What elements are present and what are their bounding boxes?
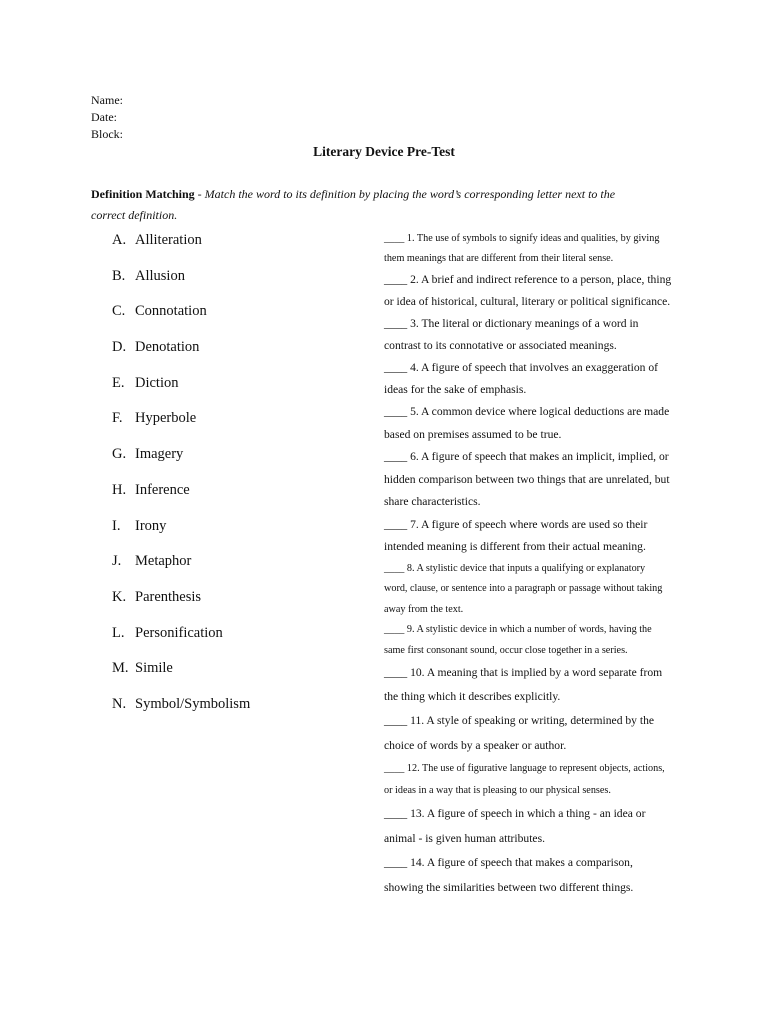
- definition-line: them meanings that are different from their literal sense.: [384, 253, 614, 264]
- page-title: Literary Device Pre-Test: [313, 144, 455, 159]
- term-word: Irony: [135, 517, 167, 534]
- definition-line: ____ 8. A stylistic device that inputs a qualifying or explanatory: [384, 562, 646, 574]
- definitions-list: [384, 229, 704, 900]
- definition-item: [384, 357, 704, 401]
- term-item: [112, 693, 250, 729]
- instructions: [91, 184, 671, 226]
- definition-line: ____ 5. A common device where logical deductions are made: [384, 405, 670, 418]
- definition-line: ____ 9. A stylistic device in which a number of words, having the: [384, 624, 652, 635]
- definition-line: or idea of historical, cultural, literary or political significance.: [384, 295, 671, 308]
- term-item: [112, 372, 250, 408]
- definition-item: [384, 620, 704, 661]
- term-item: [112, 300, 250, 336]
- term-word: Personification: [135, 624, 223, 641]
- term-word: Denotation: [135, 339, 200, 356]
- term-letter: L.: [112, 624, 125, 641]
- definition-line: the thing which it describes explicitly.: [384, 690, 561, 703]
- term-word: Parenthesis: [135, 588, 202, 605]
- instructions-text-continued: correct definition.: [91, 208, 178, 222]
- term-item: [112, 515, 250, 551]
- definition-line: ideas for the sake of emphasis.: [384, 383, 527, 396]
- term-word: Imagery: [135, 446, 184, 463]
- term-item: [112, 622, 250, 658]
- name-label: Name:: [91, 93, 123, 107]
- definition-line: same first consonant sound, occur close together in a series.: [384, 644, 628, 656]
- instructions-text: Match the word to its definition by placing the word’s corresponding letter next to the: [204, 187, 616, 201]
- definition-item: [384, 758, 704, 802]
- definition-item: [384, 446, 704, 514]
- term-letter: B.: [112, 267, 126, 284]
- definition-item: [384, 851, 704, 900]
- term-word: Connotation: [135, 303, 207, 320]
- definition-line: ____ 4. A figure of speech that involves an exaggeration of: [384, 361, 658, 374]
- definition-line: animal - is given human attributes.: [384, 831, 545, 845]
- term-letter: C.: [112, 303, 126, 320]
- definition-line: ____ 7. A figure of speech where words are used so their: [384, 517, 648, 531]
- definition-line: hidden comparison between two things that are unrelated, but: [384, 472, 670, 486]
- term-letter: G.: [112, 446, 127, 463]
- definition-item: [384, 229, 704, 269]
- definition-line: ____ 11. A style of speaking or writing, determined by the: [384, 714, 655, 727]
- term-word: Simile: [135, 660, 173, 677]
- definition-line: away from the text.: [384, 603, 464, 615]
- definition-line: contrast to its connotative or associated meanings.: [384, 339, 617, 352]
- terms-list: [112, 229, 250, 729]
- term-letter: J.: [112, 553, 122, 570]
- term-word: Alliteration: [135, 232, 202, 248]
- definition-line: intended meaning is different from their actual meaning.: [384, 540, 646, 553]
- definition-item: [384, 269, 704, 313]
- definition-line: ____ 12. The use of figurative language to represent objects, actions,: [384, 763, 665, 774]
- instructions-separator: -: [194, 187, 205, 201]
- definition-item: [384, 401, 704, 446]
- term-word: Metaphor: [135, 553, 192, 570]
- definition-line: ____ 10. A meaning that is implied by a word separate from: [384, 666, 663, 679]
- definition-item: [384, 802, 704, 851]
- block-label: Block:: [91, 127, 123, 141]
- term-letter: I.: [112, 517, 121, 534]
- term-word: Inference: [135, 481, 190, 498]
- definition-line: ____ 2. A brief and indirect reference to a person, place, thing: [384, 273, 672, 286]
- instructions-line-2: [91, 205, 671, 226]
- term-letter: A.: [112, 232, 127, 248]
- definition-line: ____ 13. A figure of speech in which a thing - an idea or: [384, 807, 646, 820]
- term-word: Diction: [135, 374, 179, 391]
- term-letter: M.: [112, 660, 129, 677]
- definition-item: [384, 709, 704, 758]
- term-item: [112, 229, 250, 265]
- definition-line: ____ 1. The use of symbols to signify ideas and qualities, by giving: [384, 233, 660, 244]
- definition-line: based on premises assumed to be true.: [384, 427, 562, 441]
- term-letter: K.: [112, 588, 127, 605]
- term-item: [112, 586, 250, 622]
- definition-line: or ideas in a way that is pleasing to our physical senses.: [384, 785, 611, 796]
- term-item: [112, 479, 250, 515]
- instructions-heading: Definition Matching: [91, 187, 195, 201]
- term-item: [112, 336, 250, 372]
- term-item: [112, 550, 250, 586]
- term-item: [112, 407, 250, 443]
- term-word: Hyperbole: [135, 410, 197, 427]
- definition-line: ____ 3. The literal or dictionary meanings of a word in: [384, 317, 639, 330]
- term-letter: E.: [112, 374, 125, 391]
- definition-line: ____ 6. A figure of speech that makes an implicit, implied, or: [384, 450, 669, 463]
- definition-line: showing the similarities between two different things.: [384, 880, 634, 894]
- term-letter: N.: [112, 695, 127, 712]
- term-letter: D.: [112, 339, 127, 356]
- term-item: [112, 657, 250, 693]
- term-letter: H.: [112, 481, 127, 498]
- definition-item: [384, 661, 704, 709]
- definition-item: [384, 559, 704, 621]
- definition-line: ____ 14. A figure of speech that makes a comparison,: [384, 856, 633, 869]
- student-info-fields: [91, 92, 123, 143]
- term-letter: F.: [112, 410, 123, 427]
- instructions-line-1: [91, 184, 671, 205]
- term-word: Symbol/Symbolism: [135, 695, 251, 712]
- date-label: Date:: [91, 110, 117, 124]
- term-word: Allusion: [135, 267, 185, 284]
- definition-item: [384, 514, 704, 559]
- definition-item: [384, 313, 704, 357]
- term-item: [112, 265, 250, 301]
- definition-line: share characteristics.: [384, 495, 481, 508]
- term-item: [112, 443, 250, 479]
- definition-line: word, clause, or sentence into a paragraph or passage without taking: [384, 583, 663, 594]
- definition-line: choice of words by a speaker or author.: [384, 738, 567, 752]
